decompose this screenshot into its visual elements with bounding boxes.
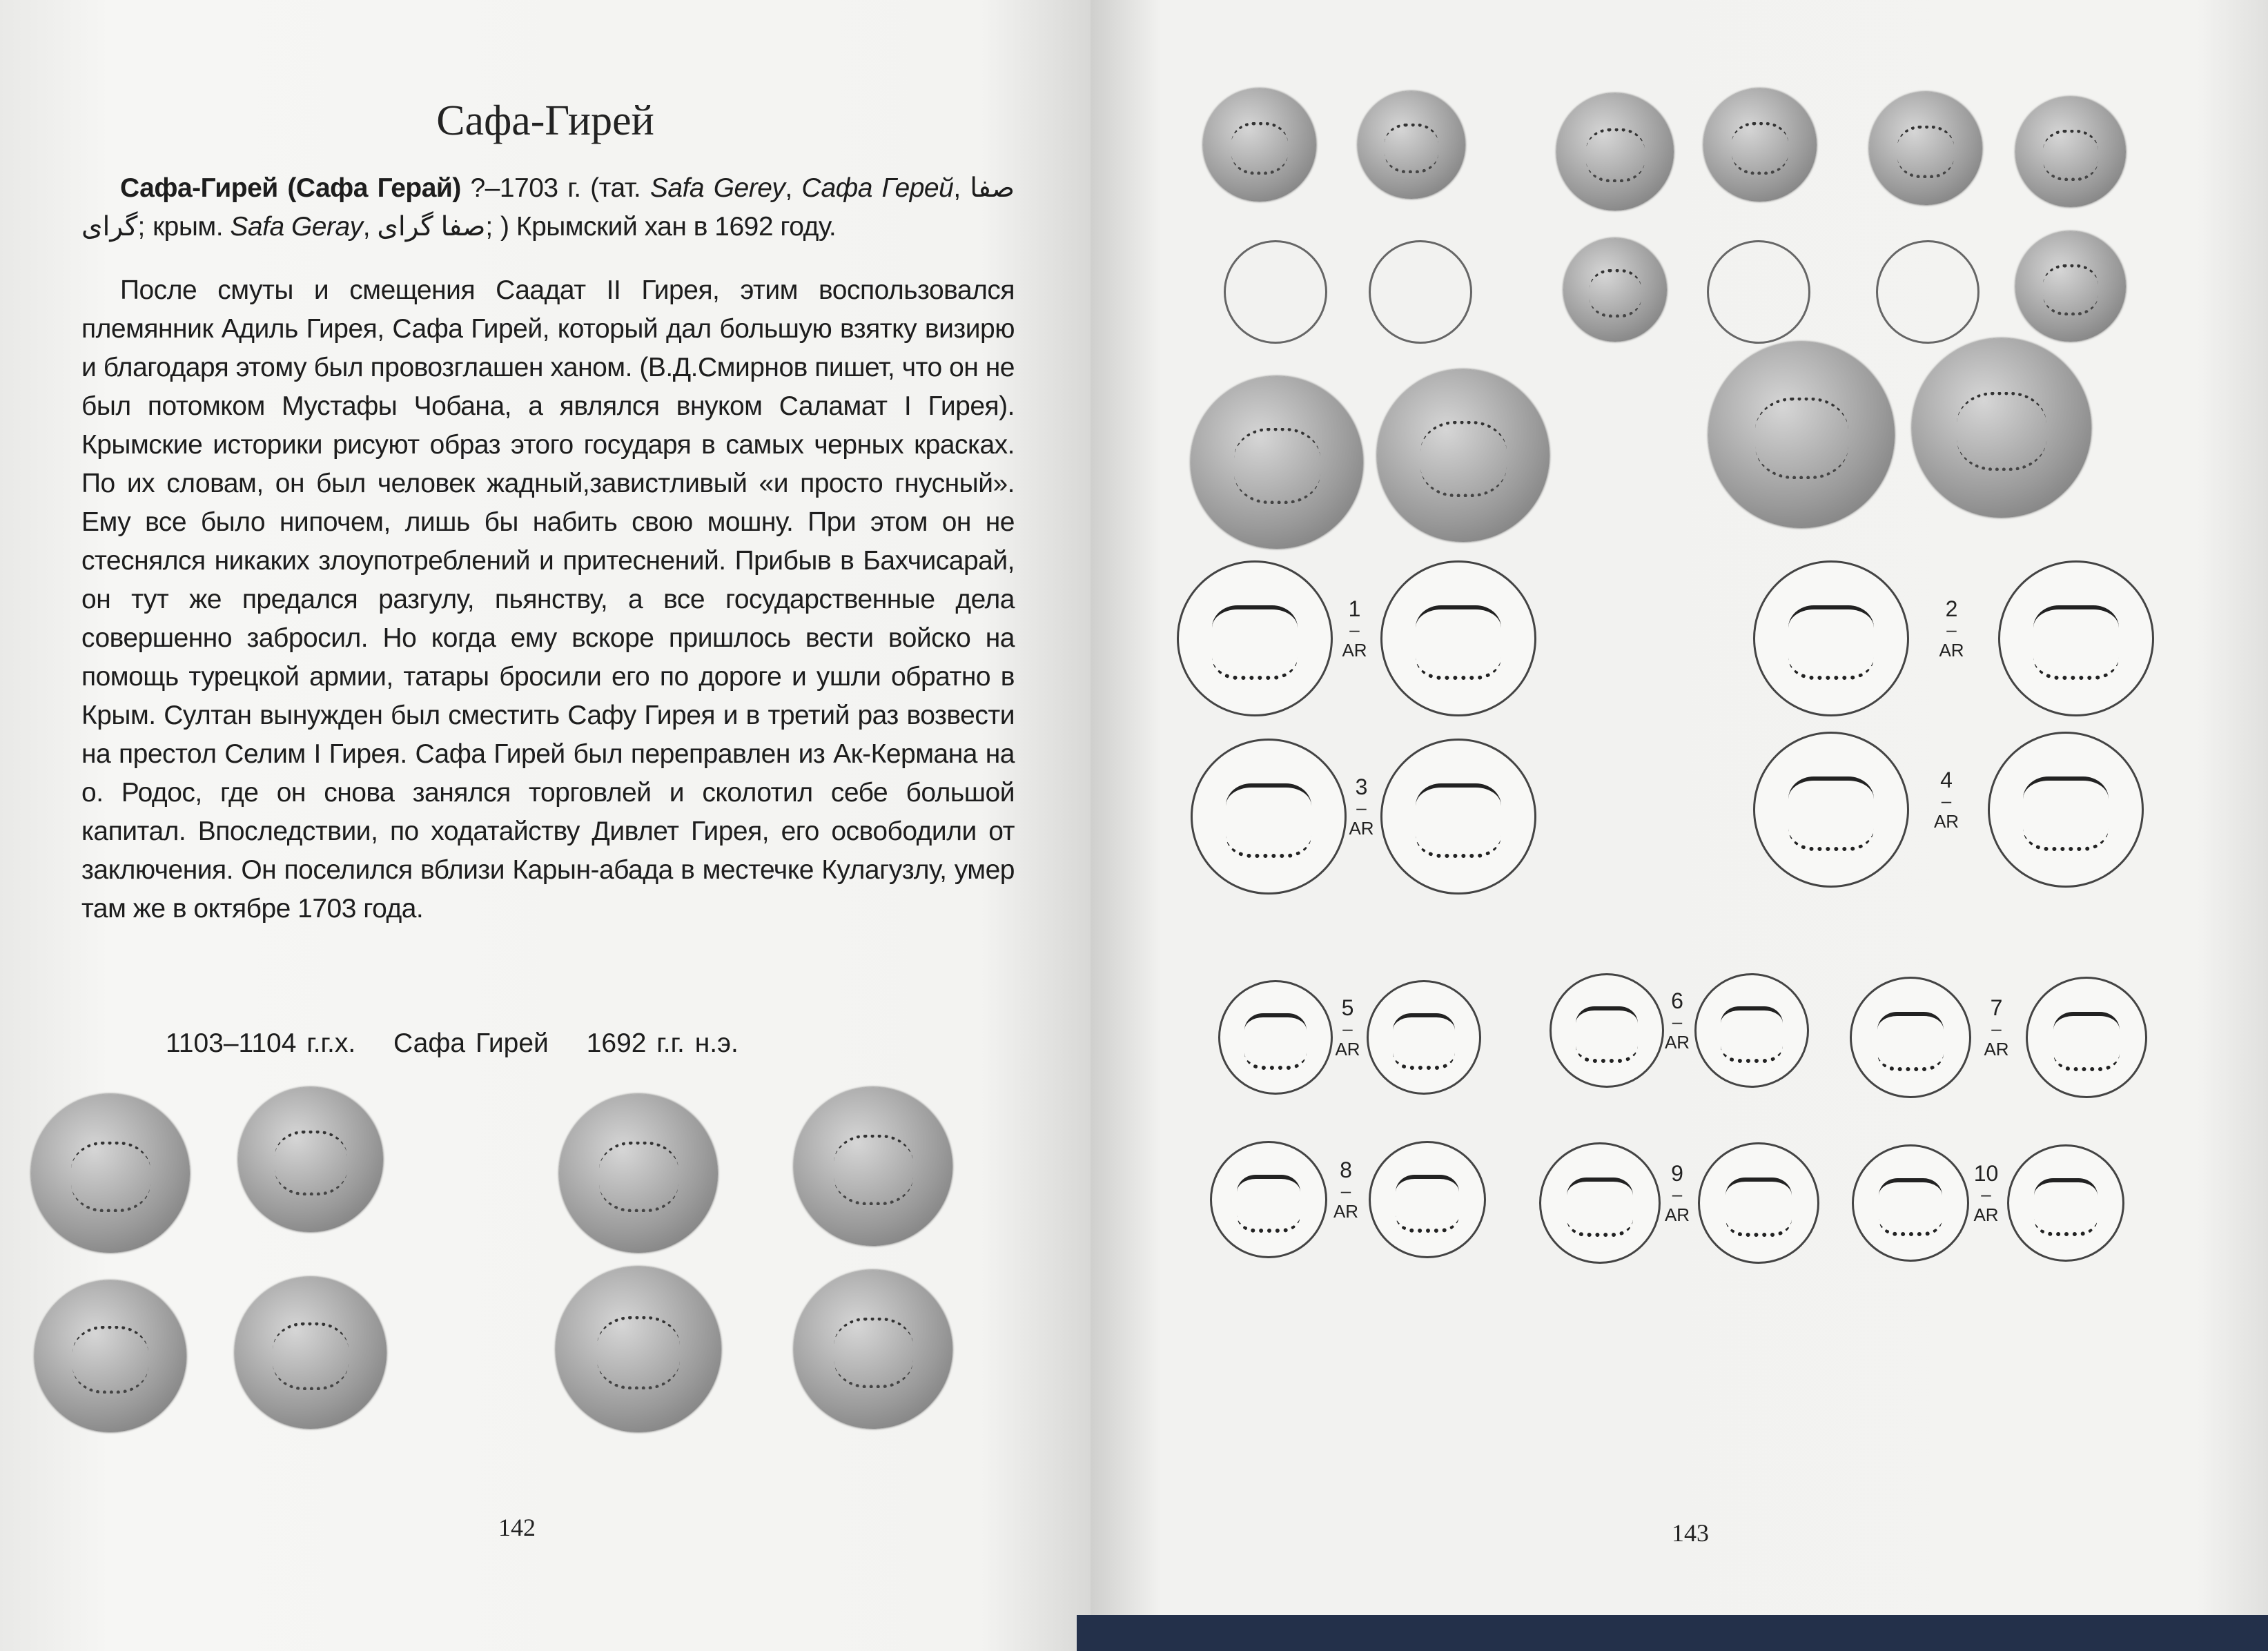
coin-metal: AR xyxy=(1333,1201,1359,1222)
page-number: 142 xyxy=(498,1514,536,1541)
page-number: 143 xyxy=(1672,1519,1709,1547)
coin-drawing-reverse xyxy=(2026,977,2147,1098)
coin-metal: AR xyxy=(1335,1039,1360,1059)
coin-drawing-label xyxy=(1334,598,1376,661)
coin-dash: – xyxy=(1349,619,1360,640)
coin-photo xyxy=(1358,91,1465,199)
caption-hijri: 1103–1104 г.г.х. xyxy=(166,1028,356,1058)
caption-name: Сафа Гирей xyxy=(393,1028,549,1058)
coin-photo xyxy=(31,1094,190,1253)
coin-drawing-obverse xyxy=(1753,560,1909,716)
coin-photo xyxy=(1191,376,1363,549)
coin-photo xyxy=(794,1087,952,1246)
coin-number: 7 xyxy=(1990,995,2003,1020)
coin-photo xyxy=(235,1277,387,1429)
coin-drawing-obverse xyxy=(1210,1141,1327,1258)
coin-metal: AR xyxy=(1933,811,1959,832)
coin-drawing-reverse xyxy=(1367,980,1481,1095)
coin-metal: AR xyxy=(1664,1204,1690,1225)
coin-drawing-reverse xyxy=(1698,1142,1819,1264)
coin-dash: – xyxy=(1340,1180,1351,1201)
coin-photo xyxy=(1708,342,1895,528)
coin-photo xyxy=(794,1270,952,1429)
coin-drawing-label xyxy=(1327,997,1369,1059)
coin-drawing-obverse xyxy=(1539,1142,1661,1264)
coin-drawing-label xyxy=(1341,776,1382,839)
coin-photo xyxy=(2015,97,2126,207)
coin-photo xyxy=(1703,88,1817,202)
coin-photo xyxy=(559,1094,718,1253)
coin-number: 3 xyxy=(1355,774,1368,799)
coin-drawing-label xyxy=(1926,770,1967,832)
coin-drawing-obverse xyxy=(1753,732,1909,888)
coin-drawing-obverse xyxy=(1550,973,1664,1088)
coin-outline-empty xyxy=(1707,240,1810,344)
coin-photo xyxy=(1377,369,1550,542)
coin-outline-empty xyxy=(1224,240,1327,344)
coin-drawing-reverse xyxy=(2007,1144,2124,1262)
coin-dash: – xyxy=(1356,797,1367,818)
intro-text: , صفا گرای; ) Крымский хан в 1692 году. xyxy=(362,212,837,242)
coin-photo xyxy=(1912,338,2091,518)
coin-drawing-reverse xyxy=(1694,973,1809,1088)
intro-paragraph xyxy=(81,169,1015,246)
coin-dash: – xyxy=(1941,790,1952,811)
coin-number: 6 xyxy=(1671,988,1683,1013)
coin-number: 5 xyxy=(1341,995,1354,1020)
coin-photo xyxy=(1556,93,1674,211)
coin-drawing-label xyxy=(1656,990,1698,1053)
caption-ce: 1692 г.г. н.э. xyxy=(586,1028,739,1058)
coin-outline-empty xyxy=(1876,240,1979,344)
coin-outline-empty xyxy=(1369,240,1472,344)
intro-text: , صفا گرای; крым. xyxy=(81,173,1015,242)
intro-latin: Safa Geray xyxy=(230,212,363,242)
intro-latin: Safa Gerey xyxy=(649,173,785,203)
body-text xyxy=(81,169,1015,928)
coin-dash: – xyxy=(1946,619,1957,640)
coin-metal: AR xyxy=(1342,640,1367,661)
coin-drawing-obverse xyxy=(1177,560,1333,716)
coin-drawing-reverse xyxy=(1380,560,1536,716)
coin-metal: AR xyxy=(1939,640,1964,661)
coin-photo xyxy=(35,1280,186,1432)
coin-drawing-label xyxy=(1976,997,2017,1059)
coin-number: 8 xyxy=(1340,1157,1352,1182)
intro-italic: Сафа Герей xyxy=(801,173,954,203)
coin-drawing-obverse xyxy=(1191,739,1347,895)
chapter-title: Сафа-Гирей xyxy=(436,97,654,144)
coin-drawing-reverse xyxy=(1998,560,2154,716)
coin-photo xyxy=(2015,231,2126,342)
coin-caption xyxy=(166,1028,766,1059)
coin-metal: AR xyxy=(1664,1032,1690,1053)
coin-drawing-reverse xyxy=(1369,1141,1486,1258)
coin-metal: AR xyxy=(1973,1204,1999,1225)
coin-drawing-label xyxy=(1966,1163,2007,1225)
intro-text: , xyxy=(785,173,802,203)
coin-drawing-obverse xyxy=(1850,977,1971,1098)
coin-metal: AR xyxy=(1349,818,1374,839)
coin-number: 10 xyxy=(1973,1161,1999,1186)
coin-dash: – xyxy=(1981,1184,1991,1204)
coin-drawing-label xyxy=(1931,598,1973,661)
book-cover-edge xyxy=(1077,1615,2268,1651)
intro-bold: Сафа-Гирей (Сафа Герай) xyxy=(120,173,461,203)
coin-number: 9 xyxy=(1671,1161,1683,1186)
coin-number: 2 xyxy=(1945,596,1958,621)
intro-text: ?–1703 г. (тат. xyxy=(460,173,650,203)
coin-drawing-label xyxy=(1325,1157,1367,1222)
coin-dash: – xyxy=(1672,1184,1683,1204)
coin-dash: – xyxy=(1991,1018,2002,1039)
coin-photo xyxy=(1563,238,1667,342)
coin-number: 4 xyxy=(1940,768,1953,792)
coin-metal: AR xyxy=(1984,1039,2009,1059)
coin-photo xyxy=(1203,88,1316,202)
coin-drawing-obverse xyxy=(1218,980,1333,1095)
coin-dash: – xyxy=(1672,1011,1683,1032)
coin-number: 1 xyxy=(1348,596,1361,621)
coin-photo xyxy=(1869,92,1982,205)
coin-photo xyxy=(556,1267,721,1432)
coin-photo xyxy=(238,1087,383,1232)
coin-drawing-reverse xyxy=(1988,732,2144,888)
coin-drawing-obverse xyxy=(1852,1144,1969,1262)
coin-drawing-label xyxy=(1656,1163,1698,1225)
coin-drawing-reverse xyxy=(1380,739,1536,895)
coin-dash: – xyxy=(1342,1018,1353,1039)
main-paragraph: После смуты и смещения Саадат II Гирея, этим воспользовался племянник Адиль Гирея, Сафа Гирей, который дал большую взятку визирю и благодаря этому был провозглашен ханом. (В.Д.Смирнов пишет, что он не был потомком Мустафы Чобана, а являлся внуком Саламат I Гирея). Крымские историки рисуют образ этого государя в самых черных красках. По их словам, он был человек жадный,завистливый «и просто гнусный». Ему все было нипочем, лишь бы набить свою мошну. При этом он не стеснялся никаких злоупотреблений и притеснений. Прибыв в Бахчисарай, он тут же предался разгулу, пьянству, а все государственные дела совершенно забросил. Но когда ему вскоре пришлось вести войско на помощь турецкой армии, татары бросили его по дороге и ушли обратно в Крым. Султан вынужден был сместить Сафу Гирея и в третий раз возвести на престол Селим I Гирея. Сафа Гирей был переправлен из Ак-Кермана на о. Родос, где он снова занялся торговлей и сколотил себе большой капитал. Впоследствии, по ходатайству Дивлет Гирея, его освободили от заключения. Он поселился вблизи Карын-абада в местечке Кулагузлу, умер там же в октябре 1703 года. xyxy=(81,275,1015,924)
